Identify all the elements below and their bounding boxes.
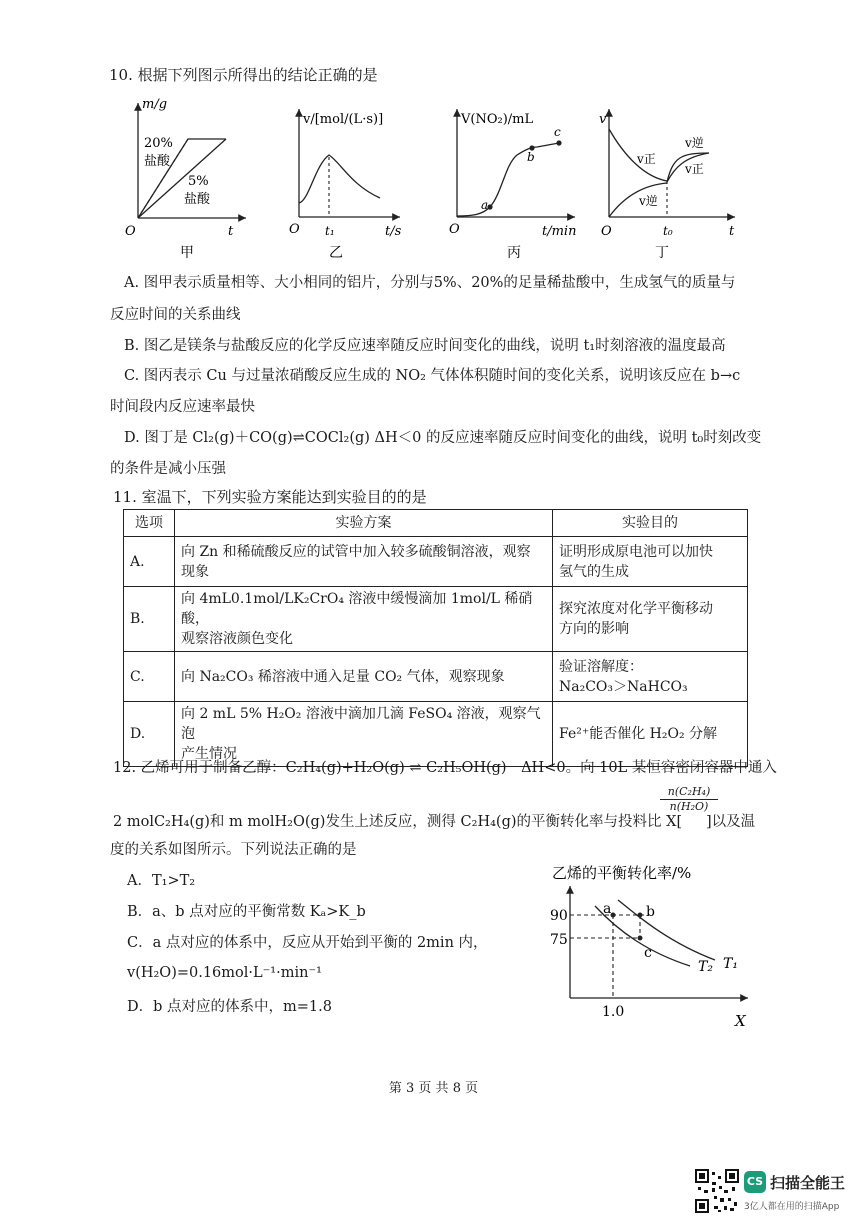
goal-line: 氢气的生成: [559, 563, 629, 580]
x-label: t: [729, 224, 735, 239]
table-row: [124, 587, 748, 652]
plan-line: 向 4mL0.1mol/LK₂CrO₄ 溶液中缓慢滴加 1mol/L 稀硝酸，: [181, 591, 533, 627]
q12-option-c-line1: C．a 点对应的体系中，反应从开始到平衡的 2min 内，: [127, 935, 488, 951]
goal-line: Na₂CO₃＞NaHCO₃: [559, 678, 688, 695]
q10-option-a-line2: 反应时间的关系曲线: [110, 307, 241, 323]
point-c: [638, 936, 643, 941]
fraction-denominator: n(H₂O): [669, 800, 709, 813]
row-goal: [553, 587, 748, 652]
x-label: t/min: [542, 224, 577, 239]
q12-option-b: B．a、b 点对应的平衡常数 Kₐ>K_b: [127, 904, 366, 920]
graph-ding: [595, 95, 745, 265]
label-b: b: [646, 904, 655, 920]
x-label: t/s: [385, 224, 402, 239]
label-v-reverse: v逆: [639, 194, 658, 208]
plan-line: 向 Na₂CO₃ 稀溶液中通入足量 CO₂ 气体，观察现象: [181, 668, 505, 685]
point-b: [638, 913, 643, 918]
label-c: c: [644, 945, 652, 961]
goal-line: 验证溶解度：: [559, 658, 643, 675]
x-label: X: [735, 1012, 746, 1030]
q12-option-a: A．T₁>T₂: [127, 873, 196, 889]
label-t1: T₁: [723, 956, 738, 972]
t0-tick: t₀: [663, 224, 673, 238]
graph-jia: [118, 95, 258, 265]
label-v-reverse-after: v逆: [685, 136, 704, 150]
fraction-numerator: n(C₂H₄): [660, 785, 718, 800]
label-hcl-2: 盐酸: [184, 192, 211, 207]
point-c: [556, 140, 561, 145]
goal-line: 探究浓度对化学平衡移动: [559, 601, 713, 617]
row-goal: [553, 652, 748, 702]
label-a: a: [481, 198, 489, 212]
y-label: V(NO₂)/mL: [461, 112, 534, 127]
plan-line: 现象: [181, 563, 209, 580]
q10-option-c-line1: C. 图丙表示 Cu 与过量浓硝酸反应生成的 NO₂ 气体体积随时间的变化关系，说明该反应在 b→c: [124, 368, 741, 384]
q10-option-a-line1: A. 图甲表示质量相等、大小相同的铝片，分别与5%、20%的足量稀盐酸中，生成氢气的质量与: [124, 275, 736, 291]
q12-option-d: D．b 点对应的体系中，m=1.8: [127, 999, 332, 1015]
label-t2: T₂: [698, 959, 713, 975]
q12-line1: 12. 乙烯可用于制备乙醇：C₂H₄(g)+H₂O(g) ⇌ C₂H₅OH(g) ΔH<0。向 10L 某恒容密闭容器中通入: [113, 760, 777, 776]
row-plan: [175, 652, 553, 702]
row-option: D.: [124, 702, 175, 767]
label-a: a: [603, 901, 612, 917]
origin: O: [289, 222, 300, 237]
badge-subtitle: 3亿人都在用的扫描App: [744, 1202, 840, 1212]
q12-option-c-line2: v(H₂O)=0.16mol·L⁻¹·min⁻¹: [127, 965, 322, 981]
volume-curve: [457, 143, 559, 216]
header-plan: 实验方案: [175, 510, 553, 537]
t1-tick: t₁: [325, 224, 335, 238]
header-option: 选项: [124, 510, 175, 537]
badge-title: 扫描全能王: [770, 1174, 846, 1192]
graph-yi: [285, 95, 415, 265]
q10-stem: 10. 根据下列图示所得出的结论正确的是: [109, 66, 378, 84]
ytick-75: 75: [550, 932, 568, 948]
row-option: C.: [124, 652, 175, 702]
q12-line2-end: ]以及温: [706, 814, 756, 830]
x-label: t: [228, 224, 234, 239]
row-plan: [175, 587, 553, 652]
plan-line: 向 2 mL 5% H₂O₂ 溶液中滴加几滴 FeSO₄ 溶液，观察气泡: [181, 706, 541, 742]
label-c: c: [554, 125, 561, 139]
origin: O: [601, 224, 612, 239]
y-label: v: [599, 112, 607, 127]
table-row: [124, 537, 748, 587]
caption-jia: 甲: [180, 245, 194, 261]
row-option: A.: [124, 537, 175, 587]
camscanner-logo-icon: CS: [744, 1171, 766, 1193]
label-20pct: 20%: [144, 136, 173, 151]
q12-line3: 度的关系如图所示。下列说法正确的是: [110, 842, 357, 858]
q10-option-b: B. 图乙是镁条与盐酸反应的化学反应速率随反应时间变化的曲线，说明 t₁时刻溶液的温度最高: [124, 338, 726, 354]
qr-code-icon: [694, 1168, 740, 1214]
page-number: 第 3 页 共 8 页: [388, 1081, 479, 1096]
goal-line: Fe²⁺能否催化 H₂O₂ 分解: [559, 726, 718, 742]
q10-option-c-line2: 时间段内反应速率最快: [110, 399, 255, 415]
q11-stem: 11. 室温下，下列实验方案能达到实验目的的是: [113, 488, 427, 506]
y-label: v/[mol/(L·s)]: [303, 112, 384, 127]
curve-t1: [618, 900, 715, 960]
y-label: 乙烯的平衡转化率/%: [552, 864, 692, 882]
q10-option-d-line2: 的条件是减小压强: [110, 461, 226, 477]
row-goal: [553, 537, 748, 587]
q10-option-d-line1: D. 图丁是 Cl₂(g)＋CO(g)⇌COCl₂(g) ΔH＜0 的反应速率随反应时间变化的曲线，说明 t₀时刻改变: [124, 430, 762, 446]
label-b: b: [527, 150, 535, 164]
row-plan: [175, 702, 553, 767]
plan-line: 产生情况: [181, 746, 237, 762]
graph-bing: [447, 95, 587, 265]
origin: O: [449, 222, 460, 237]
goal-line: 方向的影响: [559, 621, 629, 637]
row-option: B.: [124, 587, 175, 652]
origin: O: [125, 224, 136, 239]
table-header-row: [124, 510, 748, 537]
row-plan: [175, 537, 553, 587]
table-row: [124, 702, 748, 767]
ytick-90: 90: [550, 908, 568, 924]
label-hcl-1: 盐酸: [144, 154, 171, 169]
label-v-forward: v正: [637, 152, 656, 166]
v-reverse-curve: [609, 183, 667, 217]
plan-line: 向 Zn 和稀硫酸反应的试管中加入较多硫酸铜溶液，观察: [181, 543, 531, 560]
graph-conversion: [540, 858, 765, 1033]
q12-line2: 2 molC₂H₄(g)和 m molH₂O(g)发生上述反应，测得 C₂H₄(g)的平衡转化率与投料比 X[: [113, 814, 683, 830]
label-5pct: 5%: [188, 174, 209, 189]
table-row: [124, 652, 748, 702]
plan-line: 观察溶液颜色变化: [181, 631, 293, 647]
ratio-fraction: [660, 785, 718, 813]
caption-ding: 丁: [655, 245, 669, 261]
row-goal: [553, 702, 748, 767]
point-a: [487, 204, 492, 209]
goal-line: 证明形成原电池可以加快: [559, 543, 713, 560]
experiment-table: [123, 509, 748, 767]
rate-curve: [299, 155, 380, 203]
xtick-1: 1.0: [602, 1004, 625, 1020]
header-goal: 实验目的: [553, 510, 748, 537]
caption-yi: 乙: [329, 245, 343, 261]
caption-bing: 丙: [507, 245, 521, 261]
label-v-forward-after: v正: [685, 162, 704, 176]
y-label: m/g: [142, 97, 168, 112]
